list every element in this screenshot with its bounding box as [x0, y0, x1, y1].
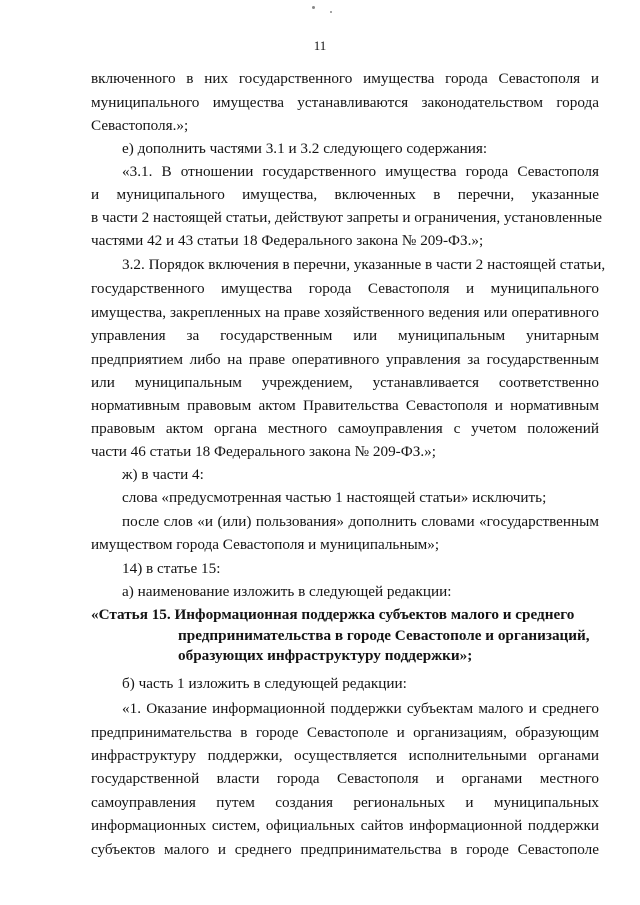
text-line: управления за государственным или муниципальным унитарным: [91, 327, 599, 344]
text-line: нормативным правовым актом Правительства Севастополя и нормативным: [91, 397, 599, 414]
text-line: включенного в них государственного имущества города Севастополя и: [91, 70, 599, 87]
text-line: и муниципального имущества, включенных в перечни, указанные: [91, 186, 599, 203]
scan-artifact: [312, 6, 315, 9]
text-line: муниципального имущества устанавливаются законодательством города: [91, 94, 599, 111]
text-line: слова «предусмотренная частью 1 настоящей статьи» исключить;: [122, 489, 547, 506]
article-title: «Статья 15. Информационная поддержка субъектов малого и среднего: [91, 606, 575, 623]
text-line: самоуправления путем создания региональных и муниципальных: [91, 794, 599, 811]
text-line: предприятием либо на праве оперативного управления за государственным: [91, 351, 599, 368]
text-line: в части 2 настоящей статьи, действуют запреты и ограничения, установленные: [91, 209, 603, 226]
text-line: имущества, закрепленных на праве хозяйственного ведения или оперативного: [91, 304, 599, 321]
text-line: имуществом города Севастополя и муниципальным»;: [91, 536, 440, 553]
text-line: «3.1. В отношении государственного имущества города Севастополя: [122, 163, 599, 180]
text-line: ж) в части 4:: [122, 466, 204, 483]
text-line: «1. Оказание информационной поддержки субъектам малого и среднего: [122, 700, 599, 717]
text-line: предпринимательства в городе Севастополе и организациям, образующим: [91, 724, 599, 741]
text-line: государственной власти города Севастополя и органами местного: [91, 770, 599, 787]
page-number: 11: [313, 38, 327, 53]
text-line: части 46 статьи 18 Федерального закона № 209-ФЗ.»;: [91, 443, 436, 460]
text-line: Севастополя.»;: [91, 117, 189, 134]
text-line: б) часть 1 изложить в следующей редакции:: [122, 675, 407, 692]
text-line: после слов «и (или) пользования» дополнить словами «государственным: [122, 513, 599, 530]
text-line: правовым актом органа местного самоуправления с учетом положений: [91, 420, 599, 437]
text-line: 3.2. Порядок включения в перечни, указанные в части 2 настоящей статьи,: [122, 256, 606, 273]
text-line: 14) в статье 15:: [122, 560, 221, 577]
text-line: а) наименование изложить в следующей редакции:: [122, 583, 452, 600]
text-line: или муниципальным учреждением, устанавливается соответственно: [91, 374, 599, 391]
text-line: субъектов малого и среднего предпринимательства в городе Севастополе: [91, 841, 599, 858]
text-line: частями 42 и 43 статьи 18 Федерального закона № 209-ФЗ.»;: [91, 232, 484, 249]
article-title: образующих инфраструктуру поддержки»;: [178, 647, 473, 664]
text-line: государственного имущества города Севастополя и муниципального: [91, 280, 599, 297]
text-line: е) дополнить частями 3.1 и 3.2 следующего содержания:: [122, 140, 488, 157]
article-title: предпринимательства в городе Севастополе и организаций,: [178, 627, 590, 644]
text-line: инфраструктуру поддержки, осуществляется исполнительными органами: [91, 747, 599, 764]
scan-artifact: [330, 11, 332, 13]
text-line: информационных систем, официальных сайтов информационной поддержки: [91, 817, 599, 834]
